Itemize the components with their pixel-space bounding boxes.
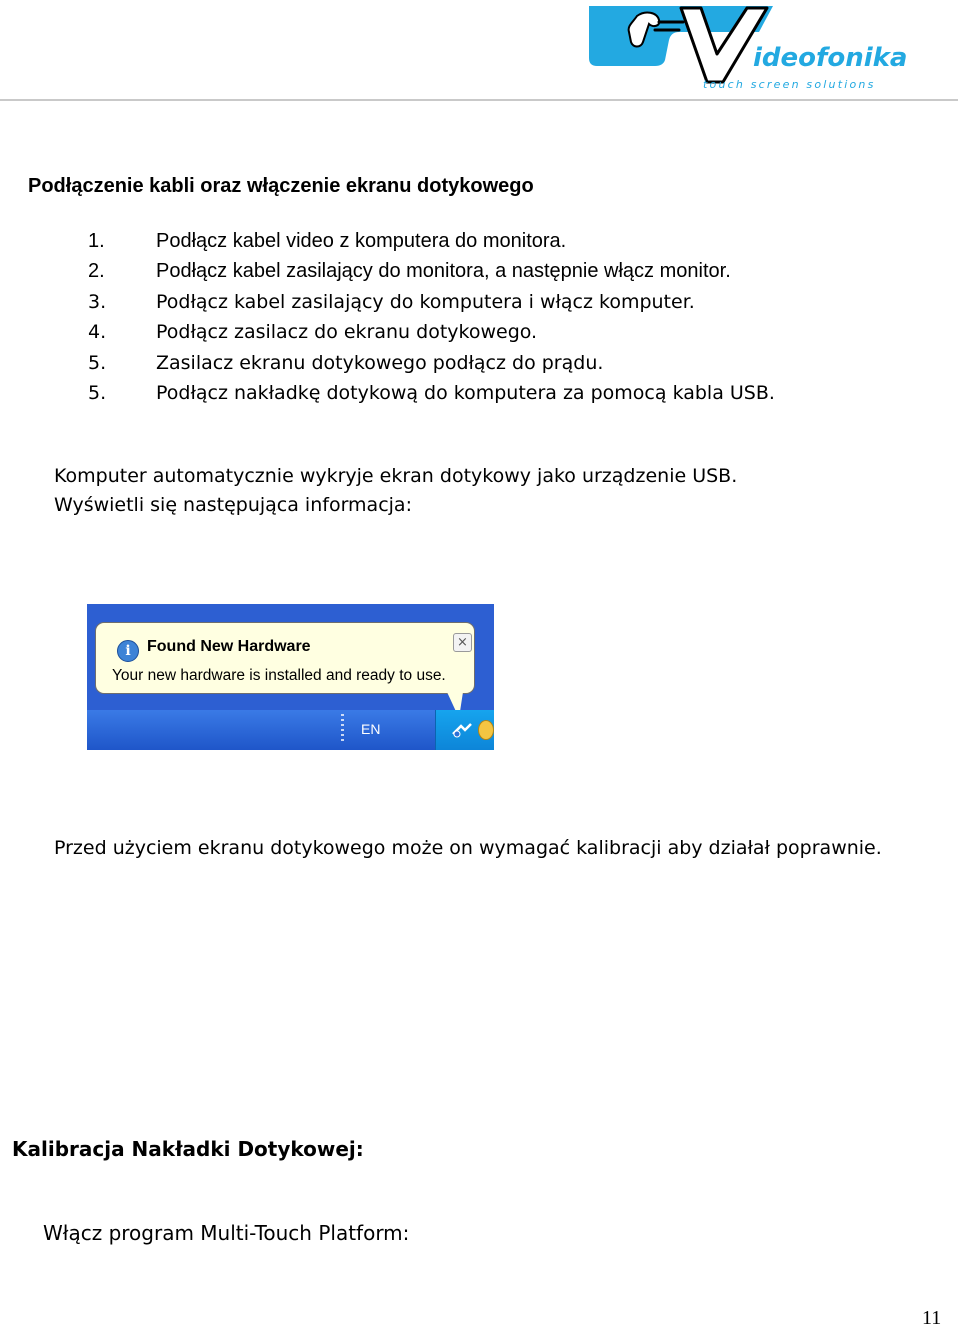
step-number: 2. bbox=[88, 260, 105, 283]
page-number: 11 bbox=[922, 1307, 942, 1329]
calibration-notice-paragraph: Przed użyciem ekranu dotykowego może on wymagać kalibracji aby działał poprawnie. bbox=[54, 837, 882, 859]
launch-instruction: Włącz program Multi-Touch Platform: bbox=[43, 1221, 410, 1245]
info-icon: i bbox=[117, 640, 139, 662]
step-number: 4. bbox=[88, 321, 107, 344]
step-text: Zasilacz ekranu dotykowego podłącz do prądu. bbox=[156, 351, 604, 374]
taskbar-grip bbox=[341, 714, 344, 744]
usb-detection-paragraph: Komputer automatycznie wykryje ekran dotykowy jako urządzenie USB. Wyświetli się następująca informacja: bbox=[54, 465, 738, 516]
safely-remove-hardware-icon[interactable] bbox=[451, 722, 473, 738]
step-number: 5. bbox=[88, 351, 107, 374]
step-text: Podłącz kabel zasilający do monitora, a następnie włącz monitor. bbox=[156, 260, 731, 283]
step-text: Podłącz kabel video z komputera do monitora. bbox=[156, 230, 567, 252]
balloon-title: Found New Hardware bbox=[147, 638, 311, 655]
clock-icon[interactable] bbox=[478, 720, 494, 740]
language-indicator[interactable]: EN bbox=[361, 721, 381, 737]
header-divider bbox=[0, 99, 958, 101]
step-text: Podłącz nakładkę dotykową do komputera za pomocą kabla USB. bbox=[156, 381, 775, 404]
svg-text:ideofonika: ideofonika bbox=[753, 43, 908, 73]
step-number: 5. bbox=[88, 381, 107, 404]
step-text: Podłącz kabel zasilający do komputera i włącz komputer. bbox=[156, 290, 695, 313]
step-text: Podłącz zasilacz do ekranu dotykowego. bbox=[156, 321, 538, 344]
taskbar bbox=[87, 710, 494, 750]
section-title-cable-connection: Podłączenie kabli oraz włączenie ekranu dotykowego bbox=[28, 175, 534, 197]
videofonika-logo bbox=[583, 2, 949, 94]
section-title-calibration: Kalibracja Nakładki Dotykowej: bbox=[12, 1137, 364, 1161]
close-icon[interactable]: × bbox=[453, 633, 472, 652]
step-number: 1. bbox=[88, 230, 105, 252]
svg-text:touch screen solutions: touch screen solutions bbox=[703, 78, 876, 91]
step-number: 3. bbox=[88, 290, 107, 313]
balloon-message: Your new hardware is installed and ready to use. bbox=[112, 667, 446, 684]
found-new-hardware-screenshot bbox=[87, 604, 494, 750]
